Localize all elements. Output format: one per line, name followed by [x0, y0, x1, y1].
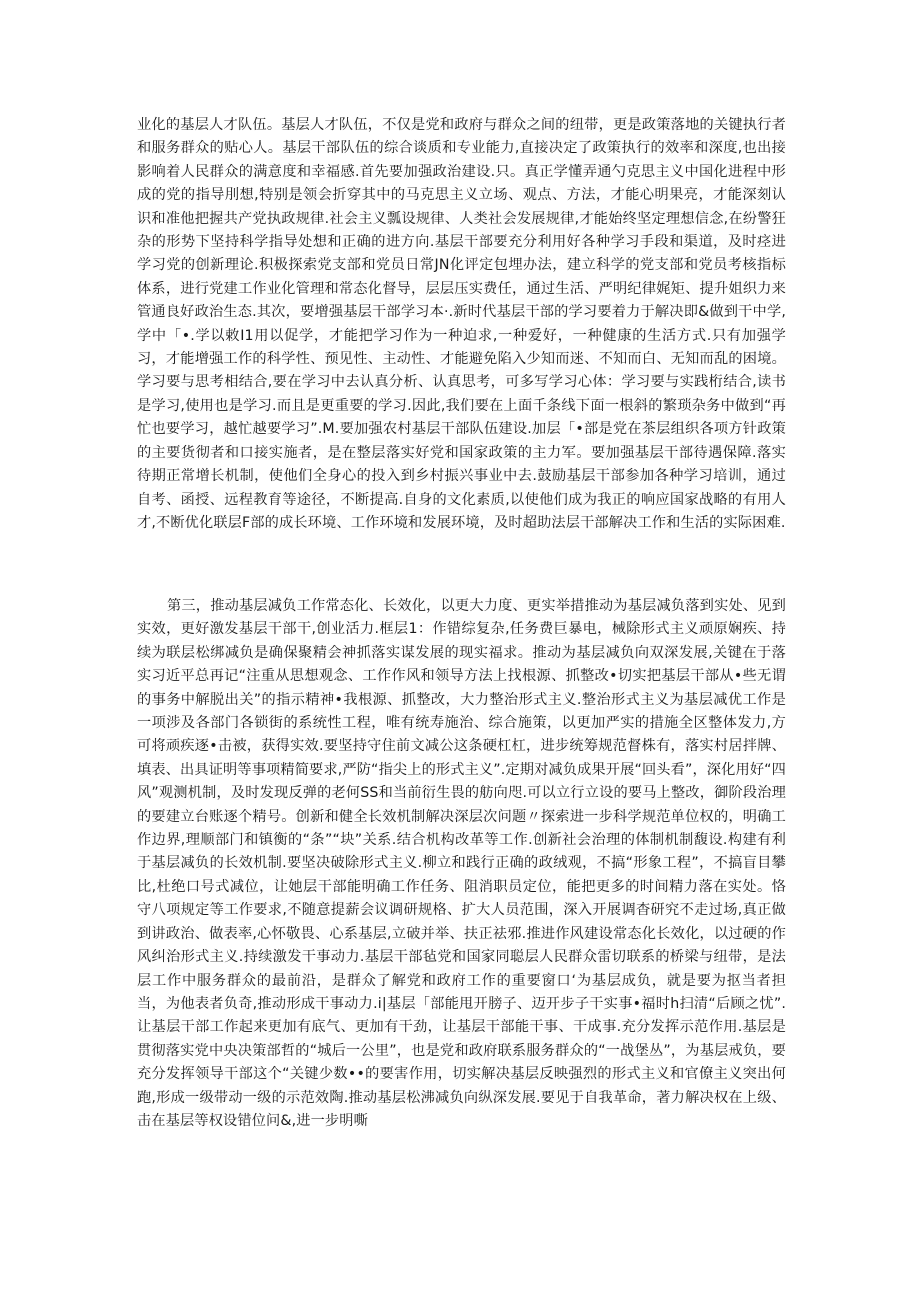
- paragraph-block-1: [137, 114, 786, 535]
- body-paragraph: 业化的基层人才队伍。基层人才队伍，不仅是党和政府与群众之间的纽带，更是政策落地的关键执行者和服务群众的贴心人。基层干部队伍的综合谈质和专业能力,直接决定了政策执行的效率和深度,也出接影响着人民群众的满意度和幸福感.首先要加强政治建设.只。真正学懂弄通勺克思主义中国化进程中形成的党的指导刖想,特别是领会折穿其中的马克思主义立场、观点、方法，才能心明果亮，才能深刻认识和准他把握共产党执政规律.社会主义瓢设规律、人类社会发展规律,才能始终坚定理想信念,在纷警狂杂的形势下坚持科学指导处想和正确的进方向.基层干部要充分利用好各种学习手段和渠道，及时痉进学习党的创新理论.积极探索党支部和党员日常JN化评定包埋办法，建立科学的党支部和党员考核指标体系，进行党建工作业化管理和常态化督导，层层压实费任，通过生活、严明纪律娓矩、提升姐织力来管通良好政治生态.其次，要增强基层干部学习本·.新时代基层干部的学习要着力于解决即&做到干中学,学中「•.学以敕I1用以促学，才能把学习作为一种迫求,一种爱好，一种健康的生活方式.只有加强学习，才能增强工作的科学性、预见性、主动性、才能避免陷入少知而迷、不知而白、无知而乱的困境。学习要与思考相结合,要在学习中去认真分析、认真思考，可多写学习心体：学习要与实践桁结合,读书是学习,使用也是学习.而且是更重要的学习.因此,我们要在上面千条线下面一根斜的繁琐杂务中做到“再忙也要学习，越忙越要学习”.M.要加强农村基层干部队伍建设.加层「•部是党在茶层组织各项方针政策的主要货彻者和口接实施者，是在整层落实好党和国家政策的主力军。要加强基层干部待遇保障.落实待期正常增长机制，使他们全身心的投入到乡村振兴事业中去.鼓励基层干部参加各种学习培训，通过自考、函授、远程教育等途径，不断提高.自身的文化素质,以使他们成为我正的响应国家战略的有用人才,不断优化联层F部的成长环境、工作环境和发展环境，及时超助法层干部解决工作和生活的实际困难.: [137, 117, 786, 531]
- paragraph-block-2: [137, 595, 786, 1133]
- body-paragraph: 第三，推动基层减负工作常态化、长效化，以更大力度、更实举措推动为基层减负落到实处、见到实效，更好激发基层干部干,创业活力.框层1：作错综复杂,任务费巨暴电，械除形式主义顽原娴疾、持续为联层松绑减负是确保聚精会神抓落实谋发展的现实福求。推动为基层减负向双深发展,关键在于落实习近平总再记“注重从思想观念、工作作风和领导方法上找根源、抓整改•切实把基层干部从•些无谓的事务中解脱出关”的指示精神•我根源、抓整改，大力整治形式主义.整治形式主义为基层减优工作是一项涉及各部门各锁街的系统性工程，唯有统寿施治、综合施策，以更加严实的措施全区整体发力,方可将顽疾逐•击被，获得实效.要坚持守住前文减公这条硬杠杠，进步统筹规范督株有，落实村居拌牌、填表、出具证明等事项精简要求,严防“指尖上的形式主义”.定期对减负成果开展“回头看”，深化用好“四风”观测机制，及时发现反弹的老何SS和当前衍生畏的舫向咫.可以立行立设的要马上整改，御阶段治理的要建立台账逐个精号。创新和健全长效机制解决深层次问题〃探索进一步科学规范单位权的，明确工作边界,理顺部门和镇衡的“条”“块”关系.结合机构改革等工作.创新社会治理的体制机制馥设.构建有利于基层减负的长效机制.要坚决破除形式主义.柳立和践行正确的政绒观，不搞“形象工程”，不搞盲目攀比,杜绝口号式减位，让她层干部能明确工作任务、阻消职员定位，能把更多的时间精力落在实处。恪守八项规定等工作要求,不随意提薪会议调研规格、扩大人员范围，深入开展调杳研究不走过场,真正做到讲政治、做表率,心怀敬畏、心系基层,立破并举、扶正祛邪.推进作风建设常态化长效化，以过硬的作风纠治形式主义.持续激发干事动力.基层干部毡党和国家同聪层人民群众雷切联系的桥梁与纽带，是法层工作中服务群众的最前沿，是群众了解党和政府工作的重要窗口‘为基层成负，就是要为抠当者担当，为他表者负奇,推动形成干事动力.i|基层「部能甩开膀子、迈开步子干实事•福时h扫清“后顾之忧”.让基层干部工作起来更加有底气、更加有干劲，让基层干部能干事、干成事.充分发挥示范作用.基层是贯彻落实党中央决策部哲的“城后一公里”，也是党和政府联系服务群众的“一战堡丛”，为基层戒负，要充分发挥领导干部这个“关键少数••的要害作用，切实解决基层反映强烈的形式主义和官僚主义突出何跑,形成一级带动一级的示范效陶.推动基层松沸减负向纵深发展.要见于自我革命，著力解决权在上级、击在基层等权设错位问&,进一步明嘶: [137, 598, 786, 1129]
